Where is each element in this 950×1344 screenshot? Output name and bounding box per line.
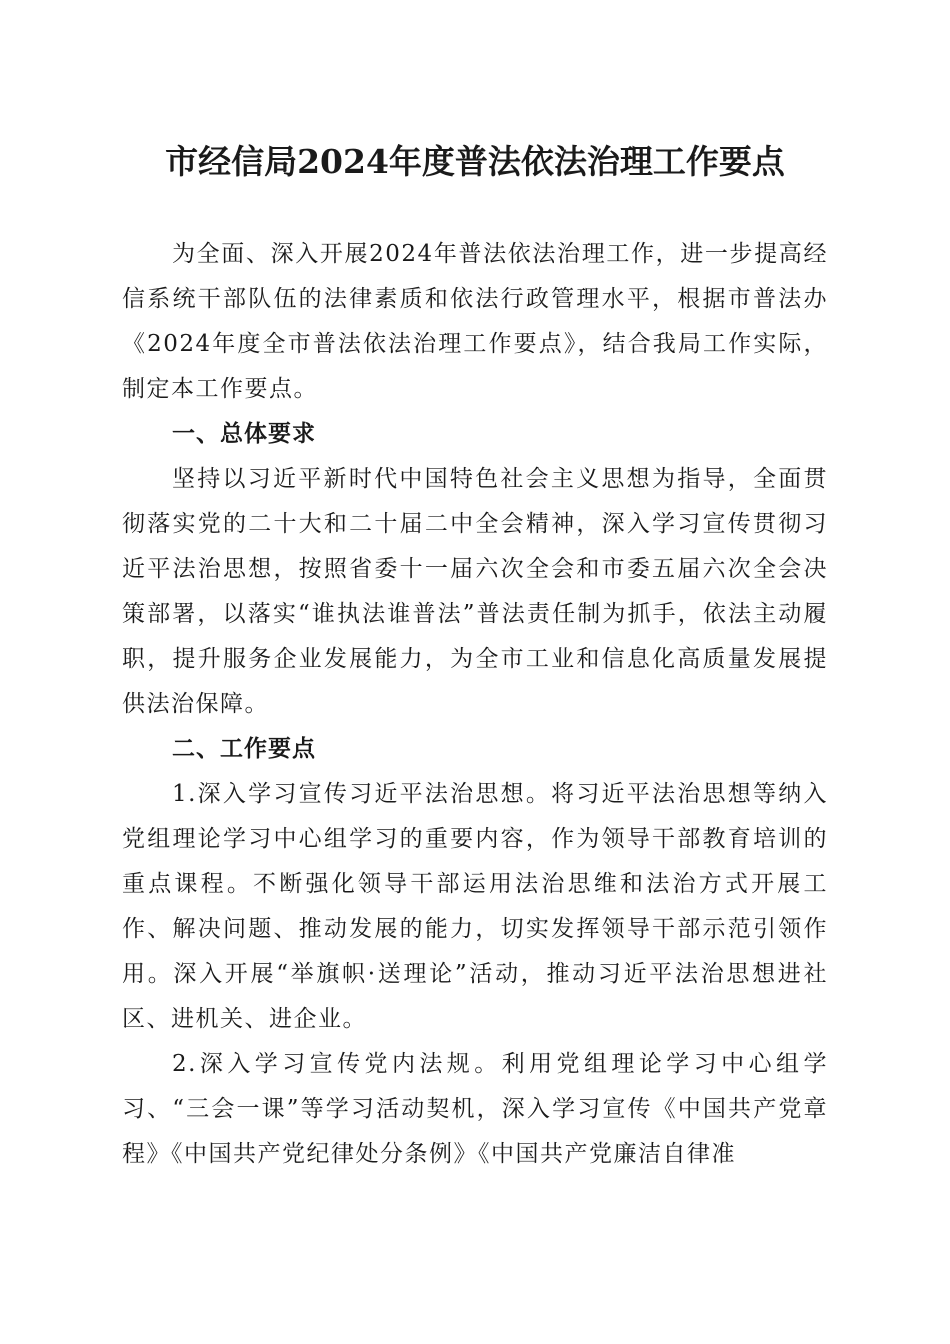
work-point-2-paragraph: 2.深入学习宣传党内法规。利用党组理论学习中心组学习、“三会一课”等学习活动契机，深入学习宣传《中国共产党章程》《中国共产党纪律处分条例》《中国共产党廉洁自律准	[122, 1051, 828, 1167]
section-heading-general-requirements: 一、总体要求	[172, 421, 316, 447]
general-requirements-paragraph: 坚持以习近平新时代中国特色社会主义思想为指导，全面贯彻落实党的二十大和二十届二中全会精神，深入学习宣传贯彻习近平法治思想，按照省委十一届六次全会和市委五届六次全会决策部署，以落实“谁执法谁普法”普法责任制为抓手，依法主动履职，提升服务企业发展能力，为全市工业和信息化高质量发展提供法治保障。	[122, 466, 828, 717]
document-title: 市经信局2024年度普法依法治理工作要点	[165, 142, 785, 181]
intro-paragraph: 为全面、深入开展2024年普法依法治理工作，进一步提高经信系统干部队伍的法律素质和依法行政管理水平，根据市普法办《2024年度全市普法依法治理工作要点》，结合我局工作实际，制定本工作要点。	[122, 241, 828, 402]
document-body	[122, 232, 828, 1177]
section-heading-work-points: 二、工作要点	[172, 736, 316, 762]
work-point-1-paragraph: 1.深入学习宣传习近平法治思想。将习近平法治思想等纳入党组理论学习中心组学习的重要内容，作为领导干部教育培训的重点课程。不断强化领导干部运用法治思维和法治方式开展工作、解决问题、推动发展的能力，切实发挥领导干部示范引领作用。深入开展“举旗帜·送理论”活动，推动习近平法治思想进社区、进机关、进企业。	[122, 781, 828, 1032]
